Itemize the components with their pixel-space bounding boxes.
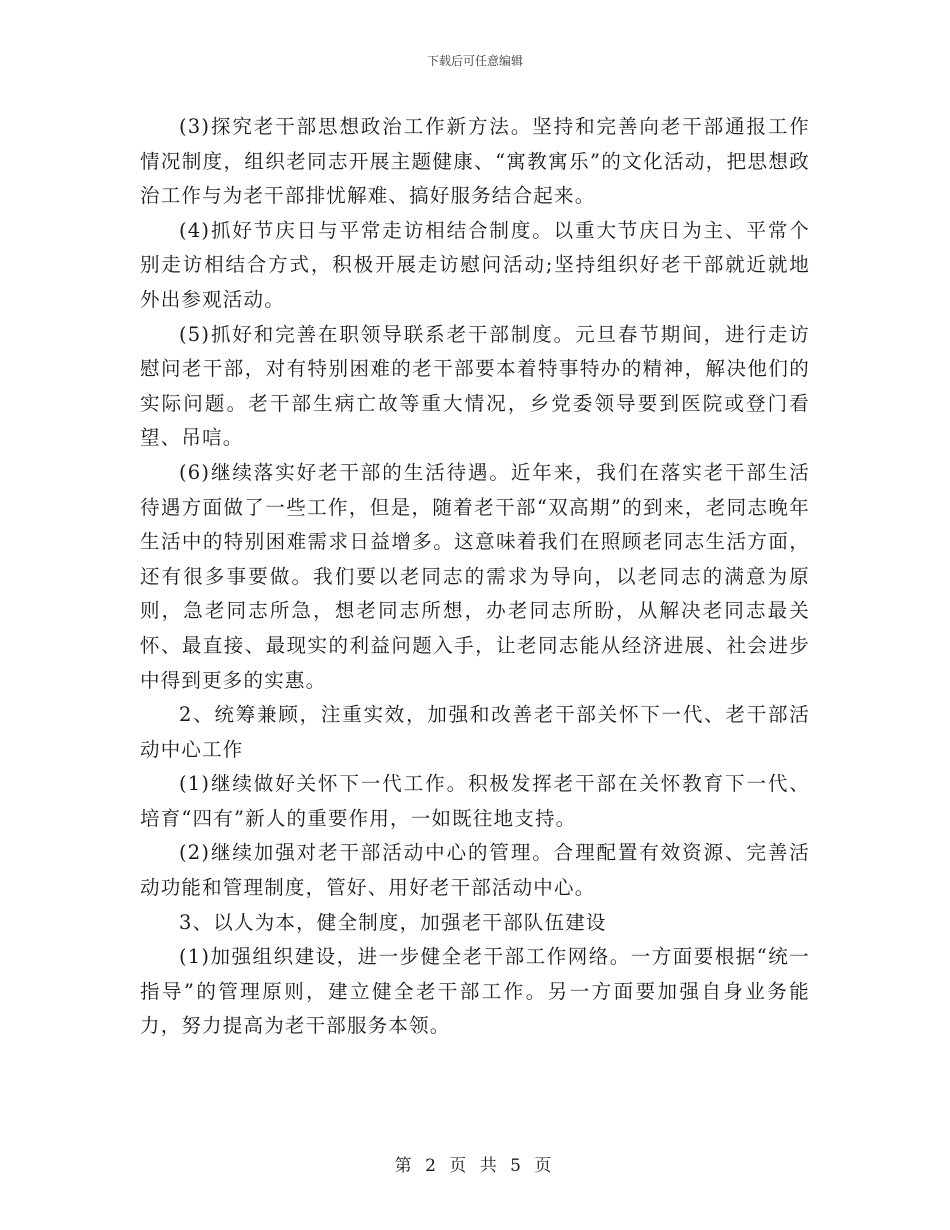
page-number-footer: 第 2 页 共 5 页	[394, 1156, 556, 1176]
paragraph-6: (6)继续落实好老干部的生活待遇。近年来，我们在落实老干部生活待遇方面做了一些工作，但是，随着老干部“双高期”的到来，老同志晚年生活中的特别困难需求日益增多。这意味着我们在照顾老同志生活方面，还有很多事要做。我们要以老同志的需求为导向，以老同志的满意为原则，急老同志所急，想老同志所想，办老同志所盼，从解决老同志最关怀、最直接、最现实的利益问题入手，让老同志能从经济进展、社会进步中得到更多的实惠。	[140, 460, 810, 692]
paragraph-3-1: (1)加强组织建设，进一步健全老干部工作网络。一方面要根据“统一指导”的管理原则，建立健全老干部工作。另一方面要加强自身业务能力，努力提高为老干部服务本领。	[140, 945, 810, 1038]
paragraph-5: (5)抓好和完善在职领导联系老干部制度。元旦春节期间，进行走访慰问老干部，对有特别困难的老干部要本着特事特办的精神，解决他们的实际问题。老干部生病亡故等重大情况，乡党委领导要到医院或登门看望、吊唁。	[140, 322, 810, 450]
page-header: 下载后可任意编辑	[426, 54, 523, 68]
paragraph-4: (4)抓好节庆日与平常走访相结合制度。以重大节庆日为主、平常个别走访相结合方式，积极开展走访慰问活动;坚持组织好老干部就近就地外出参观活动。	[140, 218, 810, 311]
document-body	[140, 110, 810, 1044]
paragraph-2-1: (1)继续做好关怀下一代工作。积极发挥老干部在关怀教育下一代、培育“四有”新人的重要作用，一如既往地支持。	[140, 772, 810, 830]
paragraph-3: (3)探究老干部思想政治工作新方法。坚持和完善向老干部通报工作情况制度，组织老同志开展主题健康、“寓教寓乐”的文化活动，把思想政治工作与为老干部排忧解难、搞好服务结合起来。	[140, 115, 810, 208]
paragraph-2-2: (2)继续加强对老干部活动中心的管理。合理配置有效资源、完善活动功能和管理制度，管好、用好老干部活动中心。	[140, 841, 810, 900]
section-heading-3: 3、以人为本，健全制度，加强老干部队伍建设	[179, 910, 607, 934]
section-heading-2: 2、统筹兼顾，注重实效，加强和改善老干部关怀下一代、老干部活动中心工作	[140, 703, 810, 761]
